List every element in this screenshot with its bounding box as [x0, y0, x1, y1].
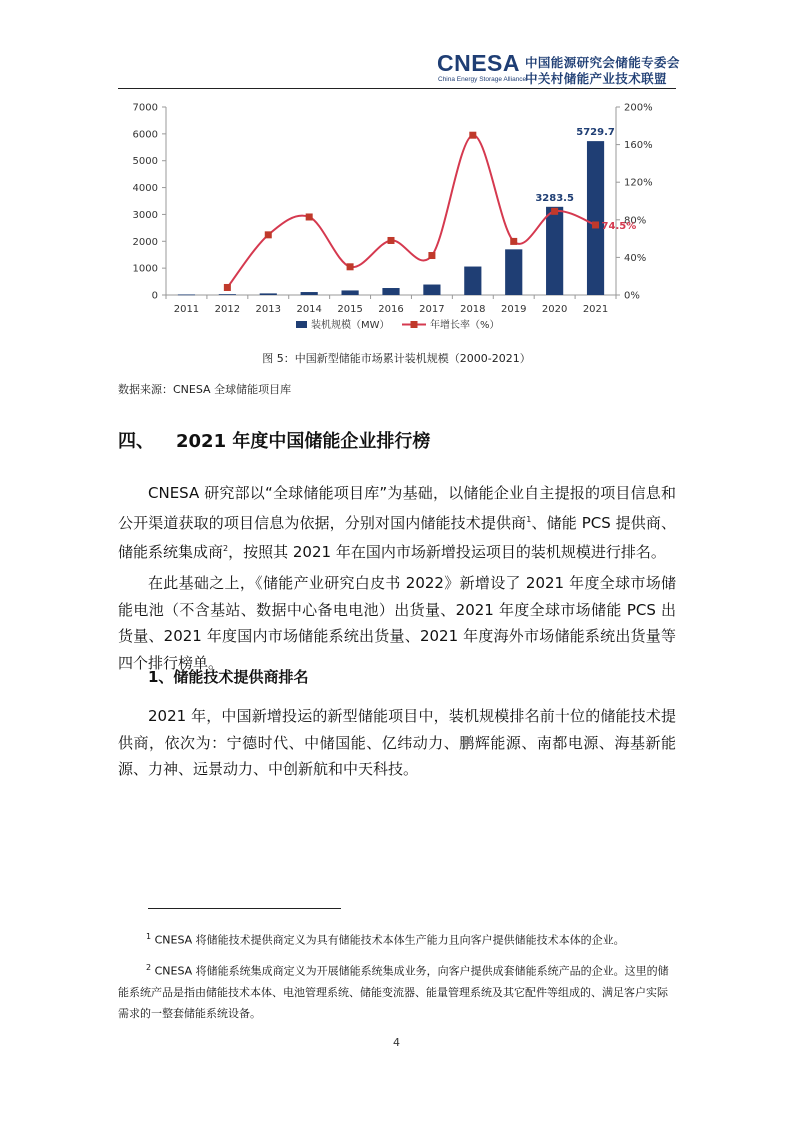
- y-left-tick-label: 2000: [132, 236, 158, 248]
- legend-bar-label: 装机规模（MW）: [311, 320, 390, 331]
- capacity-bar: [219, 294, 236, 295]
- growth-rate-line: [227, 135, 595, 287]
- x-tick-label: 2015: [337, 304, 363, 315]
- paragraph-ranking-method: CNESA 研究部以“全球储能项目库”为基础，以储能企业自主提报的项目信息和公开渠道获取的项目信息为依据，分别对国内储能技术提供商$^1$、储能 PCS 提供商、储能系统集成商$^2$，按照其 2021 年在国内市场新增投运项目的装机规模进行排名。: [118, 484, 676, 561]
- growth-rate-point: [265, 231, 272, 238]
- x-tick-label: 2019: [501, 304, 527, 315]
- capacity-bar: [464, 267, 481, 295]
- subsection-heading: 1、储能技术提供商排名: [148, 668, 309, 686]
- y-left-tick-label: 5000: [132, 156, 158, 168]
- bar-value-label: 3283.5: [535, 192, 574, 204]
- capacity-bar: [423, 285, 440, 295]
- page-number: 4: [393, 1036, 400, 1049]
- x-tick-label: 2017: [419, 304, 445, 315]
- y-right-tick-label: 0%: [624, 290, 640, 302]
- x-tick-label: 2014: [296, 304, 322, 315]
- growth-rate-point: [469, 132, 476, 139]
- y-left-tick-label: 3000: [132, 209, 158, 221]
- bar-value-label: 5729.7: [576, 127, 615, 139]
- x-tick-label: 2011: [173, 304, 200, 315]
- y-left-tick-label: 6000: [132, 129, 158, 141]
- footnote-mark-2: 2: [146, 963, 152, 972]
- growth-rate-point: [510, 238, 517, 245]
- y-right-tick-label: 80%: [624, 215, 647, 227]
- x-tick-label: 2018: [460, 304, 486, 315]
- footnote-ref-2[interactable]: 2: [223, 544, 229, 553]
- growth-rate-point: [306, 213, 313, 220]
- footnote-mark-1: 1: [146, 932, 152, 941]
- x-tick-label: 2012: [214, 304, 241, 315]
- growth-rate-point: [592, 221, 599, 228]
- footnote-ref-1[interactable]: 1: [526, 514, 532, 524]
- capacity-bar: [587, 141, 604, 295]
- y-right-tick-label: 40%: [624, 252, 647, 264]
- capacity-bar: [342, 290, 359, 295]
- growth-rate-point: [388, 237, 395, 244]
- org-name-line1: 中国能源研究会储能专委会: [525, 55, 680, 70]
- installed-capacity-chart: [110, 95, 670, 340]
- chart-svg: [110, 95, 670, 340]
- capacity-bar: [546, 207, 563, 295]
- header-rule: [118, 88, 676, 89]
- capacity-bar: [260, 293, 277, 295]
- y-left-tick-label: 1000: [132, 263, 158, 275]
- growth-rate-point: [224, 284, 231, 291]
- y-left-tick-label: 4000: [132, 183, 158, 195]
- footnote-1: $^1$ CNESA 将储能技术提供商定义为具有储能技术本体生产能力且向客户提供储能技术本体的企业。: [146, 932, 625, 947]
- y-left-tick-label: 7000: [132, 102, 158, 114]
- legend-line-label: 年增长率（%）: [430, 320, 500, 331]
- org-name-line2: 中关村储能产业技术联盟: [525, 71, 667, 86]
- y-right-tick-label: 120%: [624, 177, 653, 189]
- section-number: 四、: [118, 431, 154, 452]
- data-source: 数据来源：CNESA 全球储能项目库: [118, 383, 292, 396]
- capacity-bar: [178, 294, 195, 295]
- section-heading: [118, 427, 430, 453]
- figure-caption: 图 5：中国新型储能市场累计装机规模（2000-2021）: [262, 352, 531, 365]
- capacity-bar: [505, 249, 522, 295]
- x-tick-label: 2016: [378, 304, 404, 315]
- y-left-tick-label: 0: [151, 290, 158, 302]
- footnote-rule: [148, 908, 341, 909]
- rate-value-label: 74.5%: [601, 220, 637, 232]
- x-tick-label: 2020: [541, 304, 568, 315]
- paragraph-top-providers: 2021 年，中国新增投运的新型储能项目中，装机规模排名前十位的储能技术提供商，依次为：宁德时代、中储国能、亿纬动力、鹏辉能源、南都电源、海基新能源、力神、远景动力、中创新航和中天科技。: [118, 707, 676, 778]
- capacity-bar: [382, 288, 399, 295]
- growth-rate-point: [347, 263, 354, 270]
- y-right-tick-label: 200%: [624, 102, 653, 114]
- logo-subtitle: China Energy Storage Alliance: [438, 76, 527, 83]
- x-tick-label: 2013: [255, 304, 281, 315]
- legend-line-marker: [411, 321, 418, 328]
- legend-bar-swatch: [296, 321, 307, 328]
- growth-rate-point: [428, 252, 435, 259]
- section-title: 2021 年度中国储能企业排行榜: [176, 431, 431, 452]
- growth-rate-point: [551, 208, 558, 215]
- paragraph-new-rankings: 在此基础之上，《储能产业研究白皮书 2022》新增设了 2021 年度全球市场储能电池（不含基站、数据中心备电电池）出货量、2021 年度全球市场储能 PCS 出货量、2021 年度国内市场储能系统出货量、2021 年度海外市场储能系统出货量等四个排行榜单。: [118, 574, 676, 672]
- cnesa-logo: [437, 50, 680, 88]
- x-tick-label: 2021: [582, 304, 609, 315]
- capacity-bar: [301, 292, 318, 295]
- logo-wordmark: CNESA: [437, 50, 521, 76]
- footnote-2: $^2$ CNESA 将储能系统集成商定义为开展储能系统集成业务，向客户提供成套储能系统产品的企业。这里的储能系统产品是指由储能技术本体、电池管理系统、储能变流器、能量管理系统及其它配件等组成的、满足客户实际需求的一整套储能系统设备。: [118, 963, 669, 1020]
- y-right-tick-label: 160%: [624, 140, 653, 152]
